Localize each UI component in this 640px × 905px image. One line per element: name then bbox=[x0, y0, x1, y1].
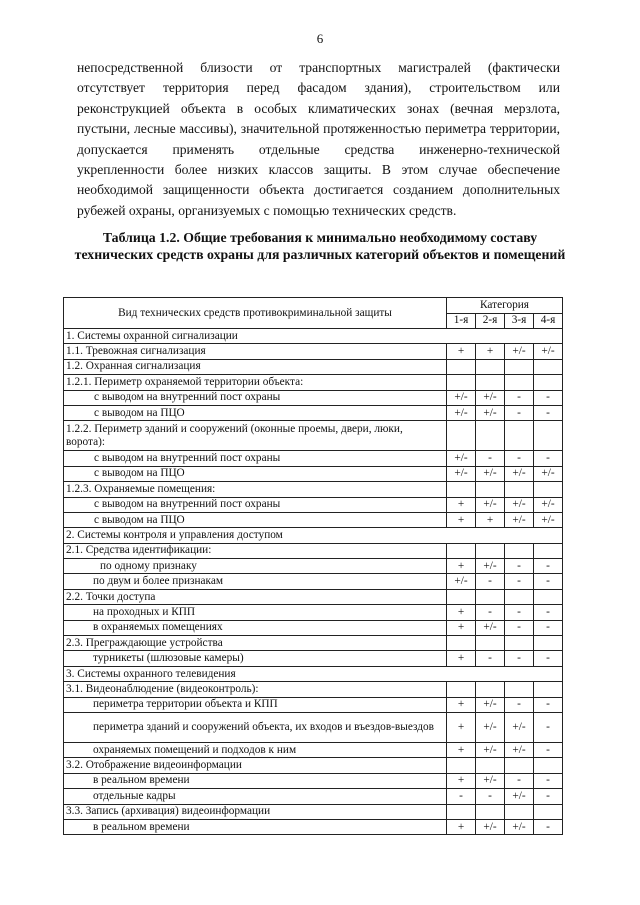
table-row bbox=[64, 804, 563, 819]
category-1-cell bbox=[447, 543, 476, 558]
category-4-cell: - bbox=[534, 819, 563, 834]
row-label: охраняемых помещений и подходов к ним bbox=[64, 742, 447, 757]
category-4-cell bbox=[534, 421, 563, 451]
table-row bbox=[64, 620, 563, 635]
row-label: отдельные кадры bbox=[64, 789, 447, 804]
category-4-cell bbox=[534, 375, 563, 390]
row-label: в реальном времени bbox=[64, 773, 447, 788]
row-label: периметра зданий и сооружений объекта, их входов и въездов-выездов bbox=[64, 712, 447, 742]
category-3-cell: - bbox=[505, 559, 534, 574]
category-3-cell bbox=[505, 758, 534, 773]
table-header bbox=[64, 298, 563, 329]
category-2-cell: +/- bbox=[476, 697, 505, 712]
table-row bbox=[64, 636, 563, 651]
category-2-cell bbox=[476, 421, 505, 451]
category-2-cell bbox=[476, 543, 505, 558]
category-2-cell bbox=[476, 682, 505, 697]
category-1-cell: + bbox=[447, 651, 476, 666]
table-row bbox=[64, 482, 563, 497]
table-row bbox=[64, 559, 563, 574]
category-3-cell: +/- bbox=[505, 497, 534, 512]
table-row bbox=[64, 359, 563, 374]
category-1-cell: - bbox=[447, 789, 476, 804]
row-label: 2. Системы контроля и управления доступом bbox=[64, 528, 563, 543]
category-4-cell: - bbox=[534, 712, 563, 742]
header-tech-type: Вид технических средств противокриминальной защиты bbox=[64, 298, 447, 329]
category-1-cell: + bbox=[447, 773, 476, 788]
row-label: с выводом на ПЦО bbox=[64, 405, 447, 420]
category-1-cell: +/- bbox=[447, 466, 476, 481]
table-row bbox=[64, 466, 563, 481]
category-2-cell: - bbox=[476, 789, 505, 804]
table-row bbox=[64, 421, 563, 451]
row-label: периметра территории объекта и КПП bbox=[64, 697, 447, 712]
category-1-cell: + bbox=[447, 559, 476, 574]
category-3-cell bbox=[505, 421, 534, 451]
category-3-cell: - bbox=[505, 697, 534, 712]
category-4-cell bbox=[534, 589, 563, 604]
category-3-cell bbox=[505, 543, 534, 558]
category-3-cell: - bbox=[505, 390, 534, 405]
header-col-1: 1-я bbox=[447, 313, 476, 329]
category-3-cell: +/- bbox=[505, 819, 534, 834]
table-row bbox=[64, 758, 563, 773]
category-1-cell bbox=[447, 636, 476, 651]
category-1-cell bbox=[447, 589, 476, 604]
category-4-cell: - bbox=[534, 451, 563, 466]
category-1-cell: +/- bbox=[447, 451, 476, 466]
category-2-cell bbox=[476, 375, 505, 390]
category-3-cell bbox=[505, 804, 534, 819]
category-1-cell: + bbox=[447, 712, 476, 742]
row-label: 1.2. Охранная сигнализация bbox=[64, 359, 447, 374]
table-row bbox=[64, 390, 563, 405]
category-2-cell: +/- bbox=[476, 742, 505, 757]
table-row bbox=[64, 589, 563, 604]
row-label: с выводом на ПЦО bbox=[64, 512, 447, 527]
category-4-cell: - bbox=[534, 697, 563, 712]
category-1-cell: + bbox=[447, 620, 476, 635]
category-1-cell: + bbox=[447, 497, 476, 512]
category-4-cell bbox=[534, 543, 563, 558]
page-number: 6 bbox=[316, 31, 324, 46]
category-4-cell: - bbox=[534, 773, 563, 788]
category-3-cell: - bbox=[505, 620, 534, 635]
row-label: по двум и более признакам bbox=[64, 574, 447, 589]
table-row bbox=[64, 405, 563, 420]
category-1-cell bbox=[447, 804, 476, 819]
header-col-3: 3-я bbox=[505, 313, 534, 329]
category-3-cell: +/- bbox=[505, 712, 534, 742]
row-label: 3.2. Отображение видеоинформации bbox=[64, 758, 447, 773]
table-row bbox=[64, 682, 563, 697]
table-row bbox=[64, 819, 563, 834]
table-row bbox=[64, 543, 563, 558]
category-1-cell bbox=[447, 482, 476, 497]
category-3-cell: +/- bbox=[505, 512, 534, 527]
category-2-cell bbox=[476, 636, 505, 651]
category-2-cell: + bbox=[476, 344, 505, 359]
table-row bbox=[64, 742, 563, 757]
category-3-cell: +/- bbox=[505, 466, 534, 481]
row-label: 2.1. Средства идентификации: bbox=[64, 543, 447, 558]
category-1-cell: + bbox=[447, 512, 476, 527]
table-row bbox=[64, 789, 563, 804]
table-body bbox=[64, 329, 563, 835]
row-label: 1.1. Тревожная сигнализация bbox=[64, 344, 447, 359]
row-label: с выводом на ПЦО bbox=[64, 466, 447, 481]
header-col-4: 4-я bbox=[534, 313, 563, 329]
row-label: 1.2.2. Периметр зданий и сооружений (оконные проемы, двери, люки, ворота): bbox=[64, 421, 447, 451]
category-2-cell: - bbox=[476, 651, 505, 666]
row-label: 2.3. Преграждающие устройства bbox=[64, 636, 447, 651]
category-1-cell bbox=[447, 359, 476, 374]
header-category: Категория bbox=[447, 298, 563, 314]
row-label: 3.3. Запись (архивация) видеоинформации bbox=[64, 804, 447, 819]
category-2-cell: - bbox=[476, 605, 505, 620]
table-row bbox=[64, 344, 563, 359]
row-label: по одному признаку bbox=[64, 559, 447, 574]
category-1-cell bbox=[447, 375, 476, 390]
table-section-row bbox=[64, 528, 563, 543]
category-1-cell: + bbox=[447, 819, 476, 834]
category-4-cell bbox=[534, 804, 563, 819]
category-3-cell: - bbox=[505, 605, 534, 620]
category-2-cell: +/- bbox=[476, 620, 505, 635]
table-row bbox=[64, 773, 563, 788]
table-section-row bbox=[64, 666, 563, 681]
category-3-cell: +/- bbox=[505, 742, 534, 757]
category-4-cell: - bbox=[534, 742, 563, 757]
category-2-cell bbox=[476, 758, 505, 773]
category-4-cell bbox=[534, 482, 563, 497]
category-1-cell: + bbox=[447, 344, 476, 359]
category-2-cell: +/- bbox=[476, 466, 505, 481]
category-4-cell: +/- bbox=[534, 497, 563, 512]
intro-paragraph: непосредственной близости от транспортных магистралей (фактически отсутствует территория перед фасадом здания), строительством или реконструкцией объекта в особых климатических зонах (вечная мерзлота, пустыни, лесные массивы), значительной протяженностью периметра территории, допускается применять отдельные средства инженерно-технической укрепленности более низких классов защиты. В этом случае обеспечение необходимой защищенности объекта достигается созданием дополнительных рубежей охраны, организуемых с помощью технических средств. bbox=[77, 60, 560, 218]
category-2-cell: + bbox=[476, 512, 505, 527]
category-3-cell bbox=[505, 636, 534, 651]
row-label: в реальном времени bbox=[64, 819, 447, 834]
row-label: 3.1. Видеонаблюдение (видеоконтроль): bbox=[64, 682, 447, 697]
category-1-cell: + bbox=[447, 742, 476, 757]
category-4-cell: +/- bbox=[534, 466, 563, 481]
row-label: с выводом на внутренний пост охраны bbox=[64, 497, 447, 512]
category-2-cell bbox=[476, 359, 505, 374]
category-3-cell: - bbox=[505, 574, 534, 589]
category-4-cell: - bbox=[534, 405, 563, 420]
category-4-cell: - bbox=[534, 574, 563, 589]
category-3-cell bbox=[505, 589, 534, 604]
table-row bbox=[64, 712, 563, 742]
category-4-cell: - bbox=[534, 651, 563, 666]
table-row bbox=[64, 574, 563, 589]
table-row bbox=[64, 512, 563, 527]
category-3-cell: - bbox=[505, 651, 534, 666]
category-2-cell: +/- bbox=[476, 819, 505, 834]
category-4-cell: - bbox=[534, 620, 563, 635]
category-3-cell bbox=[505, 682, 534, 697]
category-1-cell: +/- bbox=[447, 390, 476, 405]
category-1-cell: + bbox=[447, 605, 476, 620]
row-label: в охраняемых помещениях bbox=[64, 620, 447, 635]
table-row bbox=[64, 697, 563, 712]
row-label: с выводом на внутренний пост охраны bbox=[64, 451, 447, 466]
category-2-cell: +/- bbox=[476, 405, 505, 420]
category-2-cell: +/- bbox=[476, 712, 505, 742]
category-4-cell: - bbox=[534, 559, 563, 574]
category-3-cell: - bbox=[505, 405, 534, 420]
category-2-cell: +/- bbox=[476, 773, 505, 788]
category-3-cell: - bbox=[505, 451, 534, 466]
category-4-cell bbox=[534, 636, 563, 651]
category-1-cell bbox=[447, 758, 476, 773]
category-1-cell: +/- bbox=[447, 405, 476, 420]
table-row bbox=[64, 451, 563, 466]
category-1-cell bbox=[447, 682, 476, 697]
table-section-row bbox=[64, 329, 563, 344]
table-row bbox=[64, 375, 563, 390]
category-1-cell: +/- bbox=[447, 574, 476, 589]
table-row bbox=[64, 605, 563, 620]
category-2-cell: - bbox=[476, 574, 505, 589]
table-title: Таблица 1.2. Общие требования к минимально необходимому составу технических средств охраны для различных категорий объектов и помещений bbox=[74, 230, 566, 262]
row-label: 1.2.3. Охраняемые помещения: bbox=[64, 482, 447, 497]
table-row bbox=[64, 497, 563, 512]
category-4-cell bbox=[534, 758, 563, 773]
row-label: на проходных и КПП bbox=[64, 605, 447, 620]
category-2-cell: +/- bbox=[476, 559, 505, 574]
header-col-2: 2-я bbox=[476, 313, 505, 329]
category-2-cell: - bbox=[476, 451, 505, 466]
category-4-cell: - bbox=[534, 789, 563, 804]
category-4-cell bbox=[534, 682, 563, 697]
category-4-cell: +/- bbox=[534, 512, 563, 527]
row-label: 2.2. Точки доступа bbox=[64, 589, 447, 604]
category-3-cell bbox=[505, 482, 534, 497]
row-label: 1.2.1. Периметр охраняемой территории объекта: bbox=[64, 375, 447, 390]
category-3-cell: - bbox=[505, 773, 534, 788]
category-2-cell bbox=[476, 482, 505, 497]
category-4-cell bbox=[534, 359, 563, 374]
category-1-cell bbox=[447, 421, 476, 451]
category-3-cell: +/- bbox=[505, 789, 534, 804]
category-2-cell: +/- bbox=[476, 497, 505, 512]
category-4-cell: - bbox=[534, 605, 563, 620]
row-label: турникеты (шлюзовые камеры) bbox=[64, 651, 447, 666]
requirements-table bbox=[63, 297, 563, 835]
category-2-cell: +/- bbox=[476, 390, 505, 405]
category-3-cell: +/- bbox=[505, 344, 534, 359]
category-1-cell: + bbox=[447, 697, 476, 712]
category-2-cell bbox=[476, 589, 505, 604]
category-2-cell bbox=[476, 804, 505, 819]
category-3-cell bbox=[505, 375, 534, 390]
row-label: 3. Системы охранного телевидения bbox=[64, 666, 563, 681]
row-label: 1. Системы охранной сигнализации bbox=[64, 329, 563, 344]
category-3-cell bbox=[505, 359, 534, 374]
category-4-cell: - bbox=[534, 390, 563, 405]
row-label: с выводом на внутренний пост охраны bbox=[64, 390, 447, 405]
table-row bbox=[64, 651, 563, 666]
category-4-cell: +/- bbox=[534, 344, 563, 359]
